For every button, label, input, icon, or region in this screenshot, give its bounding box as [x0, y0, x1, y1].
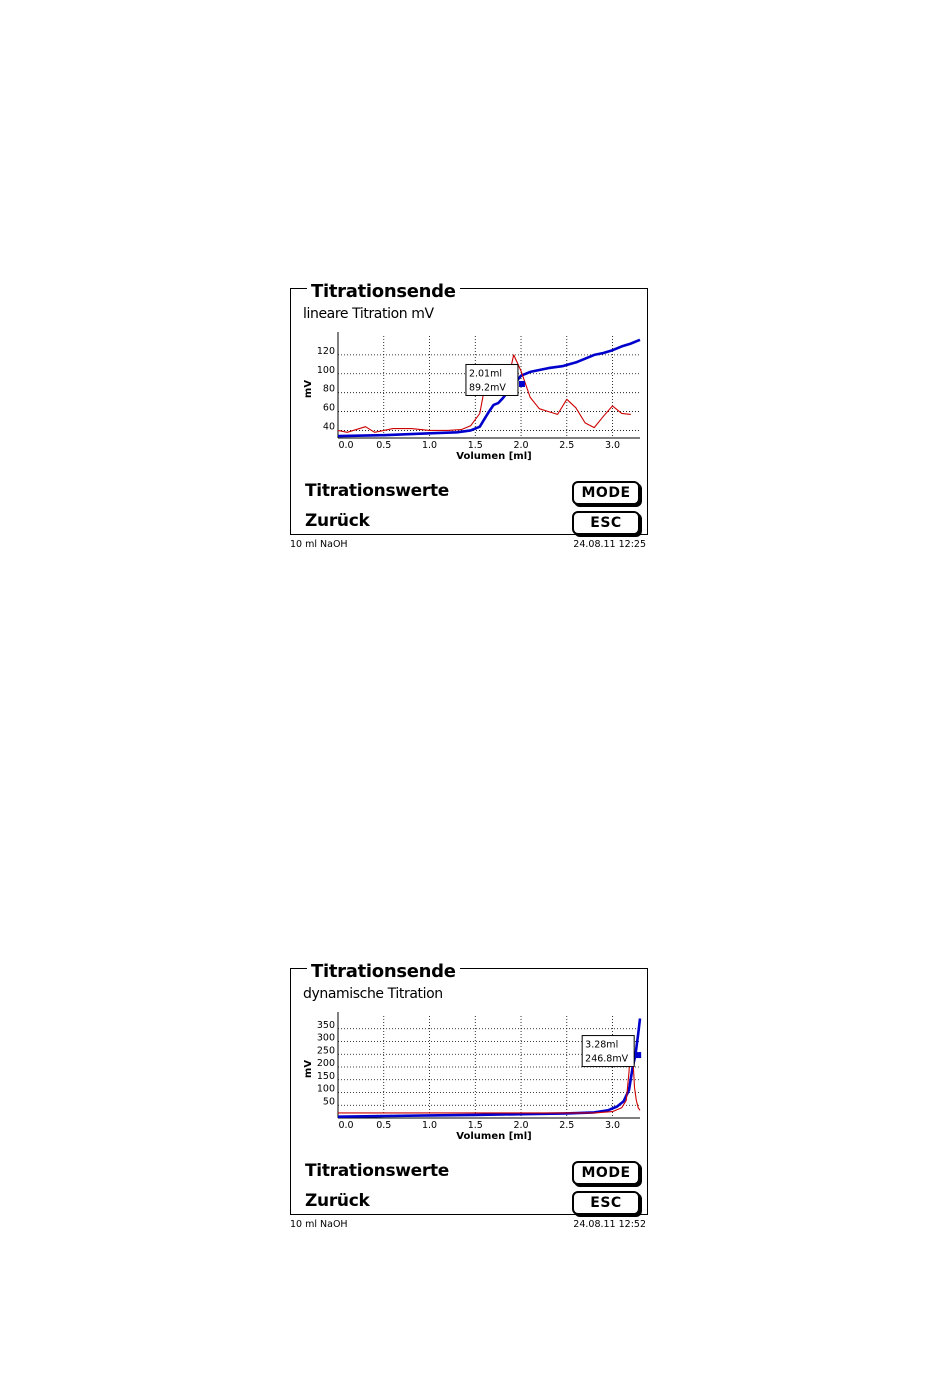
titration-chart [291, 289, 655, 474]
x-tick-label: 3.0 [604, 1120, 621, 1131]
reagent-label: 10 ml NaOH [290, 1219, 348, 1230]
endpoint-marker [635, 1052, 641, 1058]
x-tick-label: 2.0 [513, 440, 529, 451]
y-tick-label: 40 [322, 421, 335, 433]
esc-key-button[interactable]: ESC [572, 1191, 640, 1215]
x-tick-label: 2.5 [559, 440, 575, 451]
x-axis-title: Volumen [ml] [456, 1131, 532, 1142]
mode-key-button[interactable]: MODE [572, 1161, 640, 1185]
x-tick-label: 1.5 [467, 1120, 483, 1131]
x-tick-label: 1.5 [467, 440, 483, 451]
display-panel [290, 961, 648, 1215]
y-axis-title: mV [303, 379, 314, 399]
titration-screen-linear [286, 281, 650, 553]
titration-curve [338, 1019, 640, 1117]
screen-title: Titrationsende [307, 283, 460, 301]
menu-item-zurueck[interactable]: Zurück [305, 511, 370, 531]
x-tick-label: 0.5 [376, 440, 392, 451]
screen-subtitle: dynamische Titration [303, 986, 443, 1002]
status-bar [290, 1218, 646, 1232]
endpoint-potential: 89.2mV [468, 382, 506, 394]
x-tick-label: 0.0 [338, 1120, 354, 1131]
datetime-label: 24.08.11 12:52 [573, 1219, 646, 1230]
y-tick-label: 250 [316, 1045, 335, 1057]
endpoint-potential: 246.8mV [585, 1053, 629, 1065]
y-tick-label: 350 [316, 1019, 335, 1031]
y-tick-label: 300 [316, 1032, 335, 1044]
titration-chart [291, 969, 655, 1154]
y-tick-label: 100 [316, 1083, 335, 1095]
status-bar [290, 538, 646, 552]
x-tick-label: 1.0 [421, 440, 438, 451]
screen-subtitle: lineare Titration mV [303, 306, 434, 322]
menu-item-titrationswerte[interactable]: Titrationswerte [305, 481, 450, 501]
x-tick-label: 2.0 [513, 1120, 529, 1131]
x-tick-label: 0.0 [338, 440, 354, 451]
reagent-label: 10 ml NaOH [290, 539, 348, 550]
x-axis-title: Volumen [ml] [456, 451, 532, 462]
mode-key-button[interactable]: MODE [572, 481, 640, 505]
y-axis-title: mV [303, 1059, 314, 1079]
esc-key-button[interactable]: ESC [572, 511, 640, 535]
endpoint-volume: 2.01ml [468, 368, 502, 380]
titration-screen-dynamic [286, 961, 650, 1233]
y-tick-label: 200 [316, 1058, 335, 1069]
y-tick-label: 80 [322, 383, 335, 395]
x-tick-label: 2.5 [559, 1120, 575, 1131]
endpoint-volume: 3.28ml [585, 1039, 619, 1051]
y-tick-label: 100 [316, 364, 335, 376]
datetime-label: 24.08.11 12:25 [573, 539, 646, 550]
x-tick-label: 1.0 [421, 1120, 438, 1131]
menu-item-titrationswerte[interactable]: Titrationswerte [305, 1161, 450, 1181]
screen-title: Titrationsende [307, 963, 460, 981]
display-panel [290, 281, 648, 535]
x-tick-label: 0.5 [376, 1120, 392, 1131]
endpoint-marker [519, 381, 525, 387]
y-tick-label: 60 [322, 402, 335, 414]
x-tick-label: 3.0 [604, 440, 621, 451]
y-tick-label: 120 [316, 345, 335, 357]
y-tick-label: 50 [322, 1096, 335, 1108]
menu-item-zurueck[interactable]: Zurück [305, 1191, 370, 1211]
y-tick-label: 150 [316, 1070, 335, 1082]
